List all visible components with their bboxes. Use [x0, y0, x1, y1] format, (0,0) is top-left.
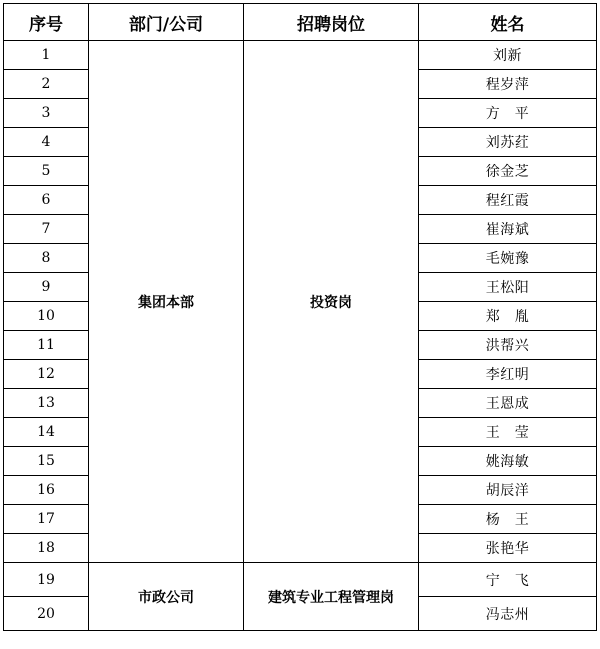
seq-cell: 16 [4, 476, 89, 505]
name-cell: 姚海敏 [419, 447, 597, 476]
name-cell: 冯志州 [419, 597, 597, 631]
name-cell: 刘苏荭 [419, 128, 597, 157]
name-cell: 李红明 [419, 360, 597, 389]
seq-cell: 9 [4, 273, 89, 302]
seq-cell: 19 [4, 563, 89, 597]
name-cell: 崔海斌 [419, 215, 597, 244]
seq-cell: 12 [4, 360, 89, 389]
name-cell: 杨 王 [419, 505, 597, 534]
seq-cell: 4 [4, 128, 89, 157]
seq-cell: 11 [4, 331, 89, 360]
position-cell: 建筑专业工程管理岗 [244, 563, 419, 631]
seq-cell: 14 [4, 418, 89, 447]
table-row [4, 41, 597, 70]
seq-cell: 20 [4, 597, 89, 631]
name-cell: 徐金芝 [419, 157, 597, 186]
header-dept: 部门/公司 [89, 4, 244, 41]
position-cell: 投资岗 [244, 41, 419, 563]
seq-cell: 18 [4, 534, 89, 563]
header-row [4, 4, 597, 41]
name-cell: 王 莹 [419, 418, 597, 447]
name-cell: 张艳华 [419, 534, 597, 563]
name-cell: 程红霞 [419, 186, 597, 215]
name-cell: 毛婉豫 [419, 244, 597, 273]
table-row [4, 563, 597, 597]
seq-cell: 17 [4, 505, 89, 534]
seq-cell: 5 [4, 157, 89, 186]
name-cell: 刘新 [419, 41, 597, 70]
table-body [4, 41, 597, 631]
seq-cell: 2 [4, 70, 89, 99]
name-cell: 程岁萍 [419, 70, 597, 99]
name-cell: 郑 胤 [419, 302, 597, 331]
header-position: 招聘岗位 [244, 4, 419, 41]
dept-cell: 集团本部 [89, 41, 244, 563]
header-seq: 序号 [4, 4, 89, 41]
name-cell: 方 平 [419, 99, 597, 128]
name-cell: 洪帮兴 [419, 331, 597, 360]
name-cell: 胡辰洋 [419, 476, 597, 505]
seq-cell: 13 [4, 389, 89, 418]
dept-cell: 市政公司 [89, 563, 244, 631]
recruitment-table [3, 3, 597, 631]
name-cell: 宁 飞 [419, 563, 597, 597]
seq-cell: 7 [4, 215, 89, 244]
seq-cell: 15 [4, 447, 89, 476]
header-name: 姓名 [419, 4, 597, 41]
name-cell: 王松阳 [419, 273, 597, 302]
seq-cell: 1 [4, 41, 89, 70]
seq-cell: 8 [4, 244, 89, 273]
seq-cell: 3 [4, 99, 89, 128]
seq-cell: 6 [4, 186, 89, 215]
name-cell: 王恩成 [419, 389, 597, 418]
seq-cell: 10 [4, 302, 89, 331]
